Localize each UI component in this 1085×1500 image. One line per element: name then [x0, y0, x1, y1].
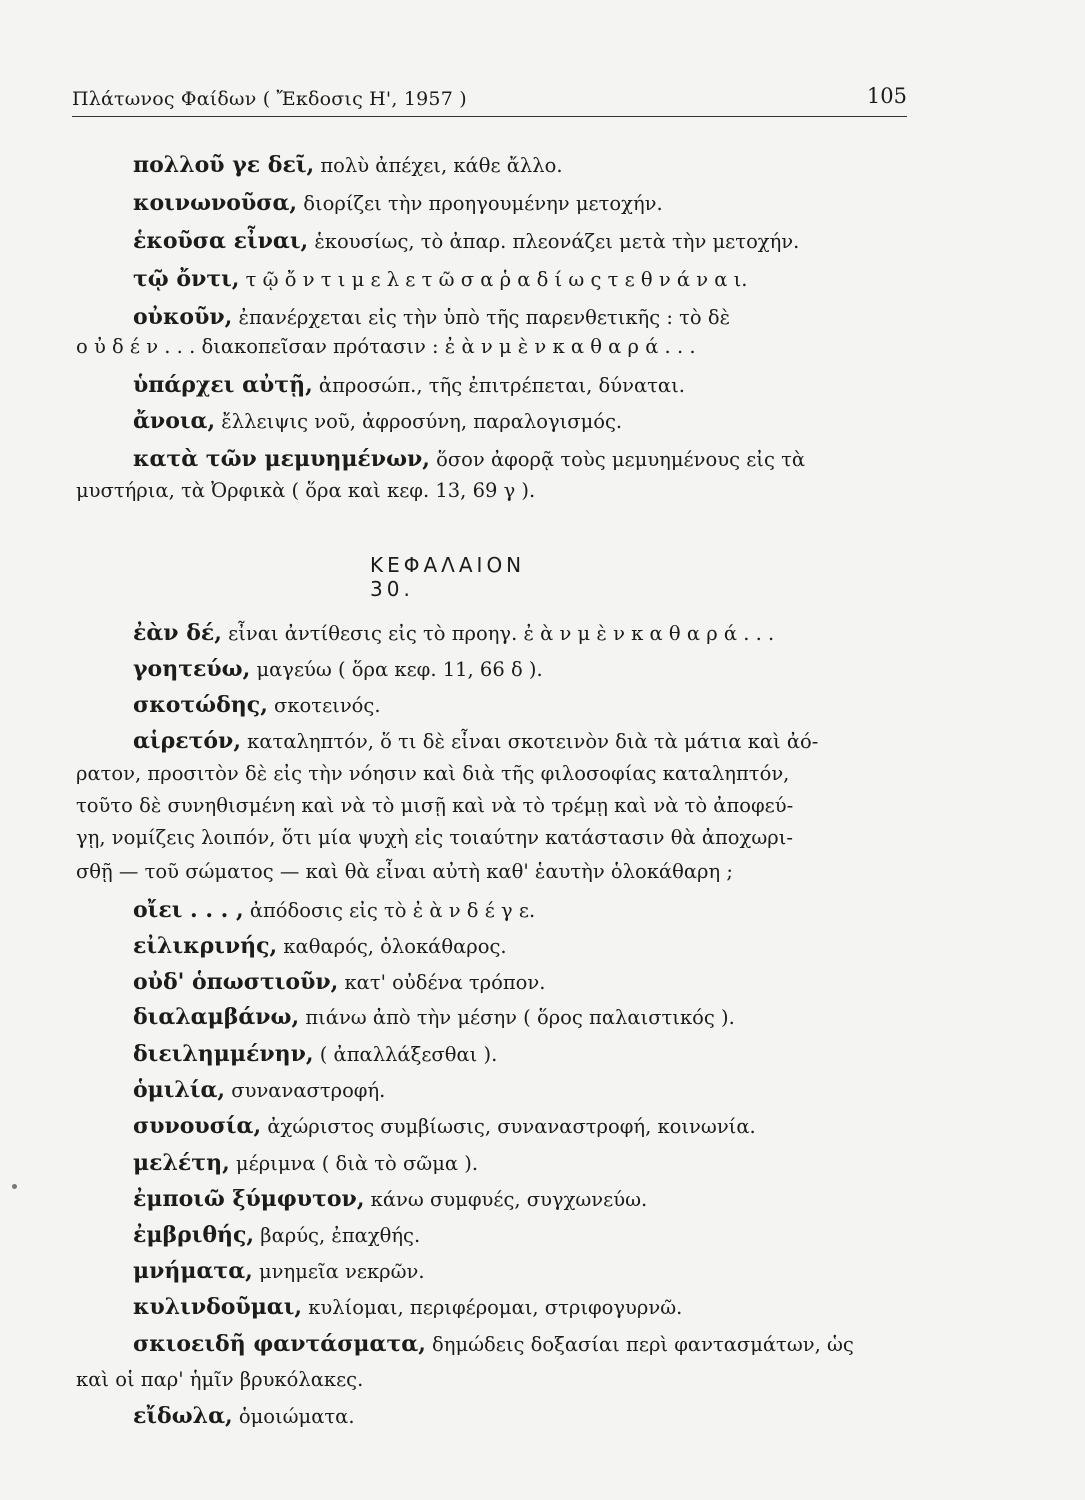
ink-spot — [12, 1184, 17, 1189]
gloss: γῃ, νομίζεις λοιπόν, ὅτι μία ψυχὴ εἰς τοιαύτην κατάστασιν θὰ ἀποχωρι- — [76, 826, 793, 849]
gloss: μυστήρια, τὰ Ὀρφικὰ ( ὅρα καὶ κεφ. 13, 69 γ ). — [76, 479, 536, 502]
entry-line — [76, 824, 793, 851]
lemma: μνήματα, — [133, 1258, 253, 1284]
gloss: τ ῷ ὄ ν τ ι μ ε λ ε τ ῶ σ α ῥ α δ ί ω ς τ ε θ ν ά ν α ι. — [239, 268, 748, 291]
gloss: εἶναι ἀντίθεσις εἰς τὸ προηγ. ἐ ὰ ν μ ὲ ν κ α θ α ρ ά . . . — [221, 622, 775, 645]
gloss: μαγεύω ( ὅρα κεφ. 11, 66 δ ). — [250, 658, 543, 681]
lemma: μελέτη, — [133, 1150, 230, 1176]
entry-line — [133, 728, 818, 755]
lemma: ὑπάρχει αὐτῇ, — [133, 372, 313, 398]
entry-line — [133, 1222, 420, 1249]
entry-line — [133, 1403, 355, 1430]
entry-line — [133, 1004, 735, 1031]
lemma: αἱρετόν, — [133, 728, 241, 754]
lemma: ἄνοια, — [133, 408, 216, 434]
gloss: ἔλλειψις νοῦ, ἀφροσύνη, παραλογισμός. — [215, 410, 623, 433]
lemma: εἰλικρινής, — [133, 933, 278, 959]
gloss: ἀπόδοσις εἰς τὸ ἐ ὰ ν δ έ γ ε. — [243, 899, 536, 922]
gloss: πιάνω ἀπὸ τὴν μέσην ( ὅρος παλαιστικός ). — [299, 1006, 735, 1029]
entry-line — [133, 1331, 854, 1358]
entry-line — [133, 266, 748, 293]
lemma: ἐμποιῶ ξύμφυτον, — [133, 1186, 365, 1212]
entry-line — [76, 760, 789, 787]
entry-line — [133, 1294, 682, 1321]
entry-line — [133, 969, 545, 996]
entry-line — [133, 190, 663, 217]
lemma: κυλινδοῦμαι, — [133, 1294, 303, 1320]
entry-line — [133, 1041, 497, 1068]
gloss: μέριμνα ( διὰ τὸ σῶμα ). — [229, 1152, 479, 1175]
gloss: ἑκουσίως, τὸ ἀπαρ. πλεονάζει μετὰ τὴν μετοχήν. — [308, 230, 800, 253]
lemma: διειλημμένην, — [133, 1041, 314, 1067]
entry-line — [133, 446, 805, 473]
gloss: δημώδεις δοξασίαι περὶ φαντασμάτων, ὡς — [425, 1333, 854, 1356]
lemma: κοινωνοῦσα, — [133, 190, 298, 216]
gloss: τοῦτο δὲ συνηθισμένη καὶ νὰ τὸ μισῇ καὶ νὰ τὸ τρέμῃ καὶ νὰ τὸ ἀποφεύ- — [76, 794, 794, 817]
page-header — [72, 86, 907, 117]
entry-line — [133, 152, 563, 179]
entry-line — [133, 1113, 756, 1140]
gloss: σκοτεινός. — [267, 694, 381, 717]
gloss: πολὺ ἀπέχει, κάθε ἄλλο. — [314, 154, 563, 177]
lemma: οὐκοῦν, — [133, 304, 233, 330]
page-number: 105 — [866, 84, 907, 108]
gloss: μνημεῖα νεκρῶν. — [252, 1260, 425, 1283]
gloss: καθαρός, ὁλοκάθαρος. — [277, 935, 507, 958]
lemma: σκοτώδης, — [133, 692, 268, 718]
gloss: κάνω συμφυές, συγχωνεύω. — [364, 1188, 648, 1211]
lemma: πολλοῦ γε δεῖ, — [133, 152, 315, 178]
gloss: ἀπροσώπ., τῆς ἐπιτρέπεται, δύναται. — [312, 374, 685, 397]
chapter-heading: ΚΕΦΑΛΑΙΟΝ 30. — [370, 553, 526, 601]
gloss: καταληπτόν, ὅ τι δὲ εἶναι σκοτεινὸν διὰ τὰ μάτια καὶ ἀό- — [240, 730, 819, 753]
entry-line — [76, 333, 696, 360]
entry-line — [76, 858, 733, 885]
entry-line — [133, 656, 543, 683]
gloss: κατ' οὐδένα τρόπον. — [338, 971, 546, 994]
lemma: γοητεύω, — [133, 656, 251, 682]
entry-line — [133, 620, 774, 647]
entry-line — [133, 897, 535, 924]
lemma: τῷ ὄντι, — [133, 266, 240, 292]
gloss: καὶ οἱ παρ' ἡμῖν βρυκόλακες. — [76, 1368, 364, 1391]
gloss: ρατον, προσιτὸν δὲ εἰς τὴν νόησιν καὶ διὰ τῆς φιλοσοφίας καταληπτόν, — [76, 762, 790, 785]
lemma: οὐδ' ὁπωστιοῦν, — [133, 969, 339, 995]
lemma: ἐμβριθής, — [133, 1222, 255, 1248]
lemma: εἴδωλα, — [133, 1403, 233, 1429]
lemma: ὁμιλία, — [133, 1077, 226, 1103]
lemma: κατὰ τῶν μεμυημένων, — [133, 446, 430, 472]
entry-line — [76, 477, 535, 504]
lemma: οἴει . . . , — [133, 897, 244, 923]
entry-line — [133, 304, 730, 331]
entry-line — [133, 1186, 647, 1213]
entry-line — [133, 692, 381, 719]
entry-line — [133, 1077, 385, 1104]
gloss: διορίζει τὴν προηγουμένην μετοχήν. — [297, 192, 663, 215]
lemma: ἐὰν δέ, — [133, 620, 222, 646]
lemma: σκιοειδῆ φαντάσματα, — [133, 1331, 426, 1357]
lemma: ἑκοῦσα εἶναι, — [133, 228, 309, 254]
entry-line — [76, 1366, 363, 1393]
entry-line — [133, 372, 685, 399]
gloss: κυλίομαι, περιφέρομαι, στριφογυρνῶ. — [302, 1296, 683, 1319]
entry-line — [76, 792, 793, 819]
gloss: ἐπανέρχεται εἰς τὴν ὑπὸ τῆς παρενθετικῆς : τὸ δὲ — [232, 306, 731, 329]
gloss: ἀχώριστος συμβίωσις, συναναστροφή, κοινωνία. — [261, 1115, 756, 1138]
entry-line — [133, 933, 507, 960]
gloss: βαρύς, ἐπαχθής. — [254, 1224, 421, 1247]
lemma: συνουσία, — [133, 1113, 262, 1139]
entry-line — [133, 228, 799, 255]
gloss: ( ἀπαλλάξεσθαι ). — [313, 1043, 498, 1066]
gloss: ο ὐ δ έ ν . . . διακοπεῖσαν πρότασιν : ἐ ὰ ν μ ὲ ν κ α θ α ρ ά . . . — [76, 335, 696, 358]
running-head: Πλάτωνος Φαίδων ( Ἔκδοσις Η', 1957 ) — [72, 88, 467, 110]
gloss: ὁμοιώματα. — [232, 1405, 355, 1428]
entry-line — [133, 1150, 478, 1177]
entry-line — [133, 1258, 425, 1285]
gloss: σθῇ — τοῦ σώματος — καὶ θὰ εἶναι αὐτὴ καθ' ἑαυτὴν ὁλοκάθαρη ; — [76, 860, 733, 883]
lemma: διαλαμβάνω, — [133, 1004, 300, 1030]
entry-line — [133, 408, 622, 435]
gloss: ὅσον ἀφορᾷ τοὺς μεμυημένους εἰς τὰ — [429, 448, 806, 471]
gloss: συναναστροφή. — [225, 1079, 386, 1102]
